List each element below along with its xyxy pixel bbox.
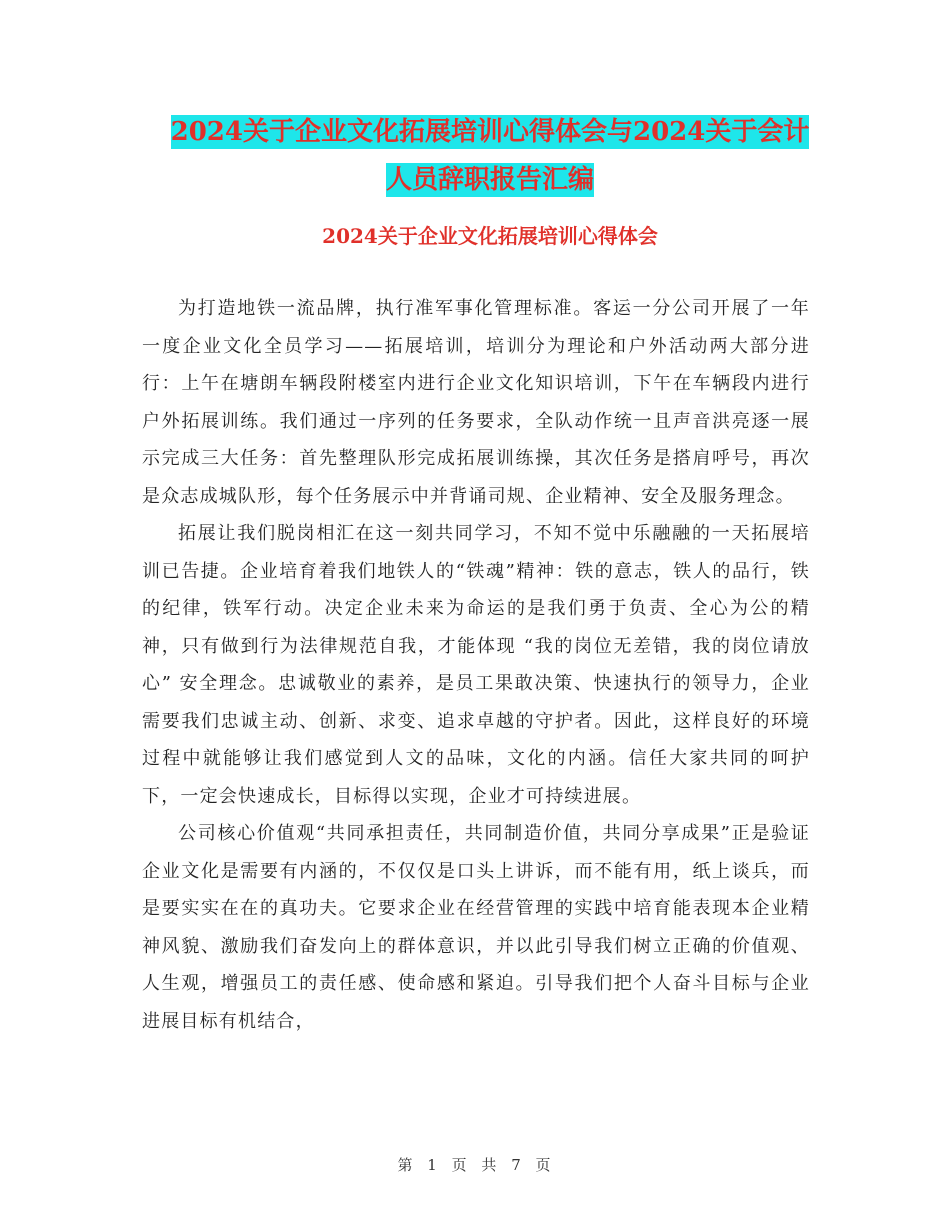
paragraph-2: 拓展让我们脱岗相汇在这一刻共同学习，不知不觉中乐融融的一天拓展培训已告捷。企业培育着我们地铁人的“铁魂”精神：铁的意志，铁人的品行，铁的纪律，铁军行动。决定企业未来为命运的是我们勇于负责、全心为公的精神，只有做到行为法律规范自我，才能体现 “我的岗位无差错，我的岗位请放心” 安全理念。忠诚敬业的素养，是员工果敢决策、快速执行的领导力，企业需要我们忠诚主动、创新、求变、追求卓越的守护者。因此，这样良好的环境过程中就能够让我们感觉到人文的品味，文化的内涵。信任大家共同的呵护下，一定会快速成长，目标得以实现，企业才可持续进展。 <box>142 523 810 807</box>
footer-label-page-unit: 页 <box>451 1156 469 1174</box>
footer-label-total: 共 <box>481 1156 499 1174</box>
paragraph-1: 为打造地铁一流品牌，执行准军事化管理标准。客运一分公司开展了一年一度企业文化全员学习——拓展培训，培训分为理论和户外活动两大部分进行：上午在塘朗车辆段附楼室内进行企业文化知识培训，下午在车辆段内进行户外拓展训练。我们通过一序列的任务要求，全队动作统一且声音洪亮逐一展示完成三大任务：首先整理队形完成拓展训练操，其次任务是搭肩呼号，再次是众志成城队形，每个任务展示中并背诵司规、企业精神、安全及服务理念。 <box>142 298 810 507</box>
page-footer <box>0 1154 950 1175</box>
footer-total-pages: 7 <box>511 1156 523 1174</box>
body-text <box>142 290 810 1040</box>
footer-current-page: 1 <box>427 1156 439 1174</box>
paragraph-3: 公司核心价值观“共同承担责任，共同制造价值，共同分享成果”正是验证企业文化是需要有内涵的，不仅仅是口头上讲诉，而不能有用，纸上谈兵，而是要实实在在的真功夫。它要求企业在经营管理的实践中培育能表现本企业精神风貌、激励我们奋发向上的群体意识，并以此引导我们树立正确的价值观、人生观，增强员工的责任感、使命感和紧迫。引导我们把个人奋斗目标与企业进展目标有机结合， <box>142 823 810 1032</box>
section-title: 2024关于企业文化拓展培训心得体会 <box>322 224 658 248</box>
document-title <box>140 108 840 204</box>
document-title-line1: 2024关于企业文化拓展培训心得体会与2024关于会计 <box>170 117 810 147</box>
footer-label-page: 第 <box>397 1156 415 1174</box>
document-title-line2: 人员辞职报告汇编 <box>385 165 594 195</box>
footer-label-total-unit: 页 <box>535 1156 553 1174</box>
